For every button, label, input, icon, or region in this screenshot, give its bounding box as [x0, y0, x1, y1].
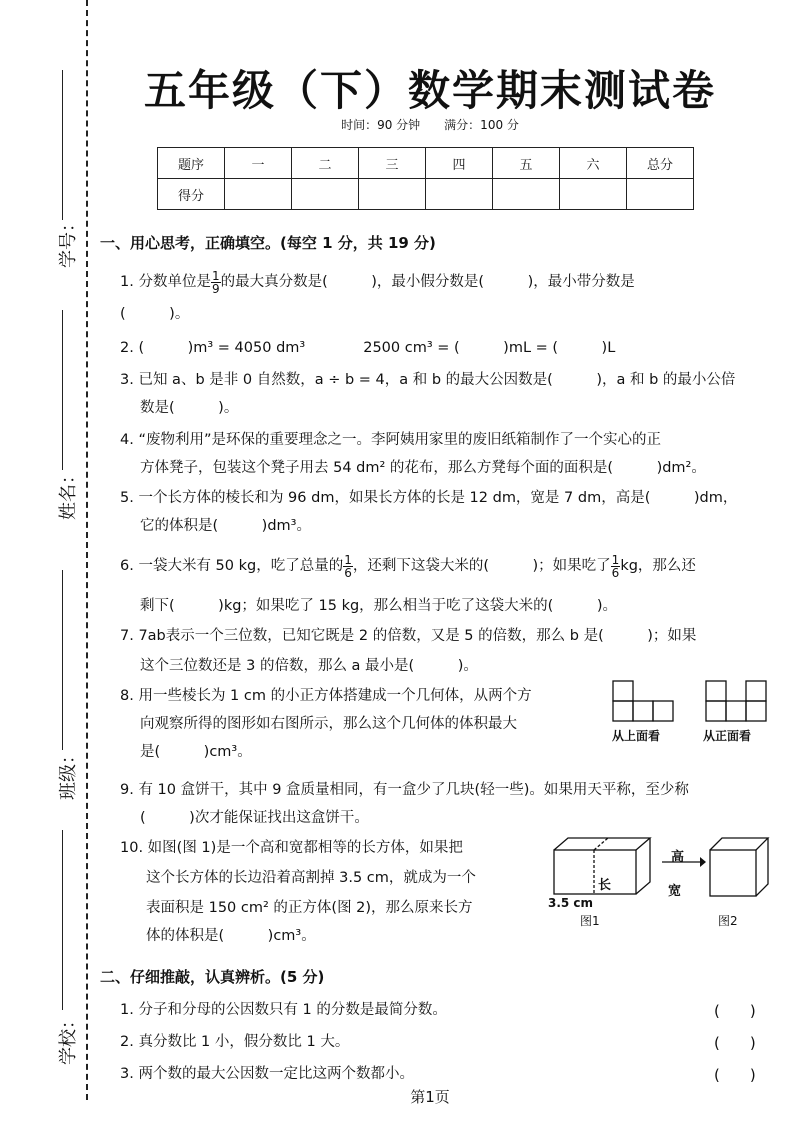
question-7-line1: 7. 7ab表示一个三位数，已知它既是 2 的倍数，又是 5 的倍数，那么 b 是( )；如果	[120, 628, 697, 644]
score-input-cell[interactable]	[359, 179, 426, 210]
section-2-heading: 二、仔细推敲，认真辨析。(5 分)	[100, 968, 325, 986]
score-input-cell[interactable]	[493, 179, 560, 210]
question-4-line1: 4. “废物利用”是环保的重要理念之一。李阿姨用家里的废旧纸箱制作了一个实心的正	[120, 432, 661, 448]
question-8-line1: 8. 用一些棱长为 1 cm 的小正方体搭建成一个几何体，从两个方	[120, 688, 532, 704]
q10-length-label: 长	[598, 878, 612, 893]
question-3-line1: 3. 已知 a、b 是非 0 自然数，a ÷ b = 4，a 和 b 的最大公因数是( )，a 和 b 的最小公倍	[120, 372, 736, 388]
question-9-line2: ( )次才能保证找出这盒饼干。	[140, 810, 369, 826]
question-9-line1: 9. 有 10 盒饼干，其中 9 盒质量相同，有一盒少了几块(轻一些)。如果用天平称，至少称	[120, 782, 689, 798]
score-input-cell[interactable]	[225, 179, 292, 210]
judge-answer-1[interactable]: ( )	[714, 1002, 756, 1020]
score-cell: 五	[493, 148, 560, 179]
q10-figure1-caption: 图1	[580, 914, 600, 928]
score-cell: 一	[225, 148, 292, 179]
judge-answer-3[interactable]: ( )	[714, 1066, 756, 1084]
page-number: 第1页	[410, 1088, 450, 1106]
q10-cut-length-label: 3.5 cm	[548, 896, 594, 910]
class-line	[62, 570, 63, 750]
binding-dashed-line	[86, 0, 88, 1100]
q6-fraction-2	[611, 554, 621, 579]
q1-fraction	[211, 270, 221, 295]
judge-question-2: 2. 真分数比 1 小，假分数比 1 大。	[120, 1034, 350, 1050]
name-label: 姓名：	[58, 466, 79, 520]
name-line	[62, 310, 63, 470]
question-5-line2: 它的体积是( )dm³。	[140, 518, 311, 534]
question-1	[120, 268, 780, 296]
q6-text-b: ，还剩下这袋大米的( )；如果吃了	[352, 558, 611, 574]
q6-fraction-1	[343, 554, 353, 579]
question-8-line2: 向观察所得的图形如右图所示，那么这个几何体的体积最大	[140, 716, 517, 732]
q10-height-label: 高	[671, 850, 685, 865]
class-label: 班级：	[58, 746, 79, 800]
q6-frac2-num: 1	[611, 552, 620, 567]
q1-text-a: 1. 分数单位是	[120, 274, 211, 290]
question-10-line2: 这个长方体的长边沿着高割掉 3.5 cm，就成为一个	[146, 870, 476, 886]
binding-margin	[0, 0, 100, 1130]
q8-top-view-label: 从上面看	[612, 729, 661, 743]
exam-info: 时间：90 分钟 满分：100 分	[341, 118, 519, 132]
q8-top-view-figure	[612, 680, 678, 724]
judge-question-1: 1. 分子和分母的公因数只有 1 的分数是最简分数。	[120, 1002, 447, 1018]
score-input-cell[interactable]	[627, 179, 694, 210]
q6-text-a: 6. 一袋大米有 50 kg，吃了总量的	[120, 558, 344, 574]
page-title: 五年级（下）数学期末测试卷	[143, 66, 716, 115]
question-4-line2: 方体凳子，包装这个凳子用去 54 dm² 的花布，那么方凳每个面的面积是( )dm²。	[140, 460, 706, 476]
q6-frac1-den: 6	[344, 565, 352, 580]
arrow-icon	[662, 856, 706, 868]
judge-answer-2[interactable]: ( )	[714, 1034, 756, 1052]
school-line	[62, 830, 63, 1010]
q10-figure2-caption: 图2	[718, 914, 738, 928]
question-10-line1: 10. 如图(图 1)是一个高和宽都相等的长方体，如果把	[120, 840, 463, 856]
student-id-label: 学号：	[58, 214, 79, 268]
q6-frac1-num: 1	[344, 552, 352, 567]
score-input-cell[interactable]	[292, 179, 359, 210]
q1-text-b: 的最大真分数是( )，最小假分数是( )，最小带分数是	[220, 274, 635, 290]
question-6-line1	[120, 552, 780, 580]
q6-text-c: kg，那么还	[620, 558, 696, 574]
score-cell: 得分	[158, 179, 225, 210]
section-1-heading: 一、用心思考，正确填空。(每空 1 分，共 19 分)	[100, 234, 436, 252]
question-7-line2: 这个三位数还是 3 的倍数，那么 a 最小是( )。	[140, 658, 478, 674]
q8-front-view-figure	[705, 680, 771, 724]
score-cell: 四	[426, 148, 493, 179]
score-cell: 六	[560, 148, 627, 179]
score-cell: 三	[359, 148, 426, 179]
question-8-line3: 是( )cm³。	[140, 744, 252, 760]
score-input-cell[interactable]	[560, 179, 627, 210]
q6-frac2-den: 6	[611, 565, 620, 580]
question-10-line3: 表面积是 150 cm² 的正方体(图 2)，那么原来长方	[146, 900, 473, 916]
score-cell: 二	[292, 148, 359, 179]
score-cell: 题序	[158, 148, 225, 179]
question-10-line4: 体的体积是( )cm³。	[146, 928, 316, 944]
school-label: 学校：	[58, 1011, 79, 1065]
q1-frac-num: 1	[211, 268, 220, 283]
score-table-score-row	[158, 179, 694, 210]
score-table-header-row	[158, 148, 694, 179]
q10-cube-figure	[708, 836, 770, 898]
judge-question-3: 3. 两个数的最大公因数一定比这两个数都小。	[120, 1066, 414, 1082]
question-3-line2: 数是( )。	[140, 400, 239, 416]
q10-width-label: 宽	[668, 884, 682, 899]
score-cell: 总分	[627, 148, 694, 179]
q8-front-view-label: 从正面看	[703, 729, 752, 743]
score-table	[157, 147, 694, 210]
question-6-line2: 剩下( )kg；如果吃了 15 kg，那么相当于吃了这袋大米的( )。	[140, 598, 617, 614]
q1-frac-den: 9	[211, 281, 220, 296]
question-1-cont: ( )。	[120, 306, 190, 322]
score-input-cell[interactable]	[426, 179, 493, 210]
question-5-line1: 5. 一个长方体的棱长和为 96 dm，如果长方体的长是 12 dm，宽是 7 dm，高是( )dm，	[120, 490, 738, 506]
question-2: 2. ( )m³ = 4050 dm³ 2500 cm³ = ( )mL = ( )L	[120, 340, 616, 356]
